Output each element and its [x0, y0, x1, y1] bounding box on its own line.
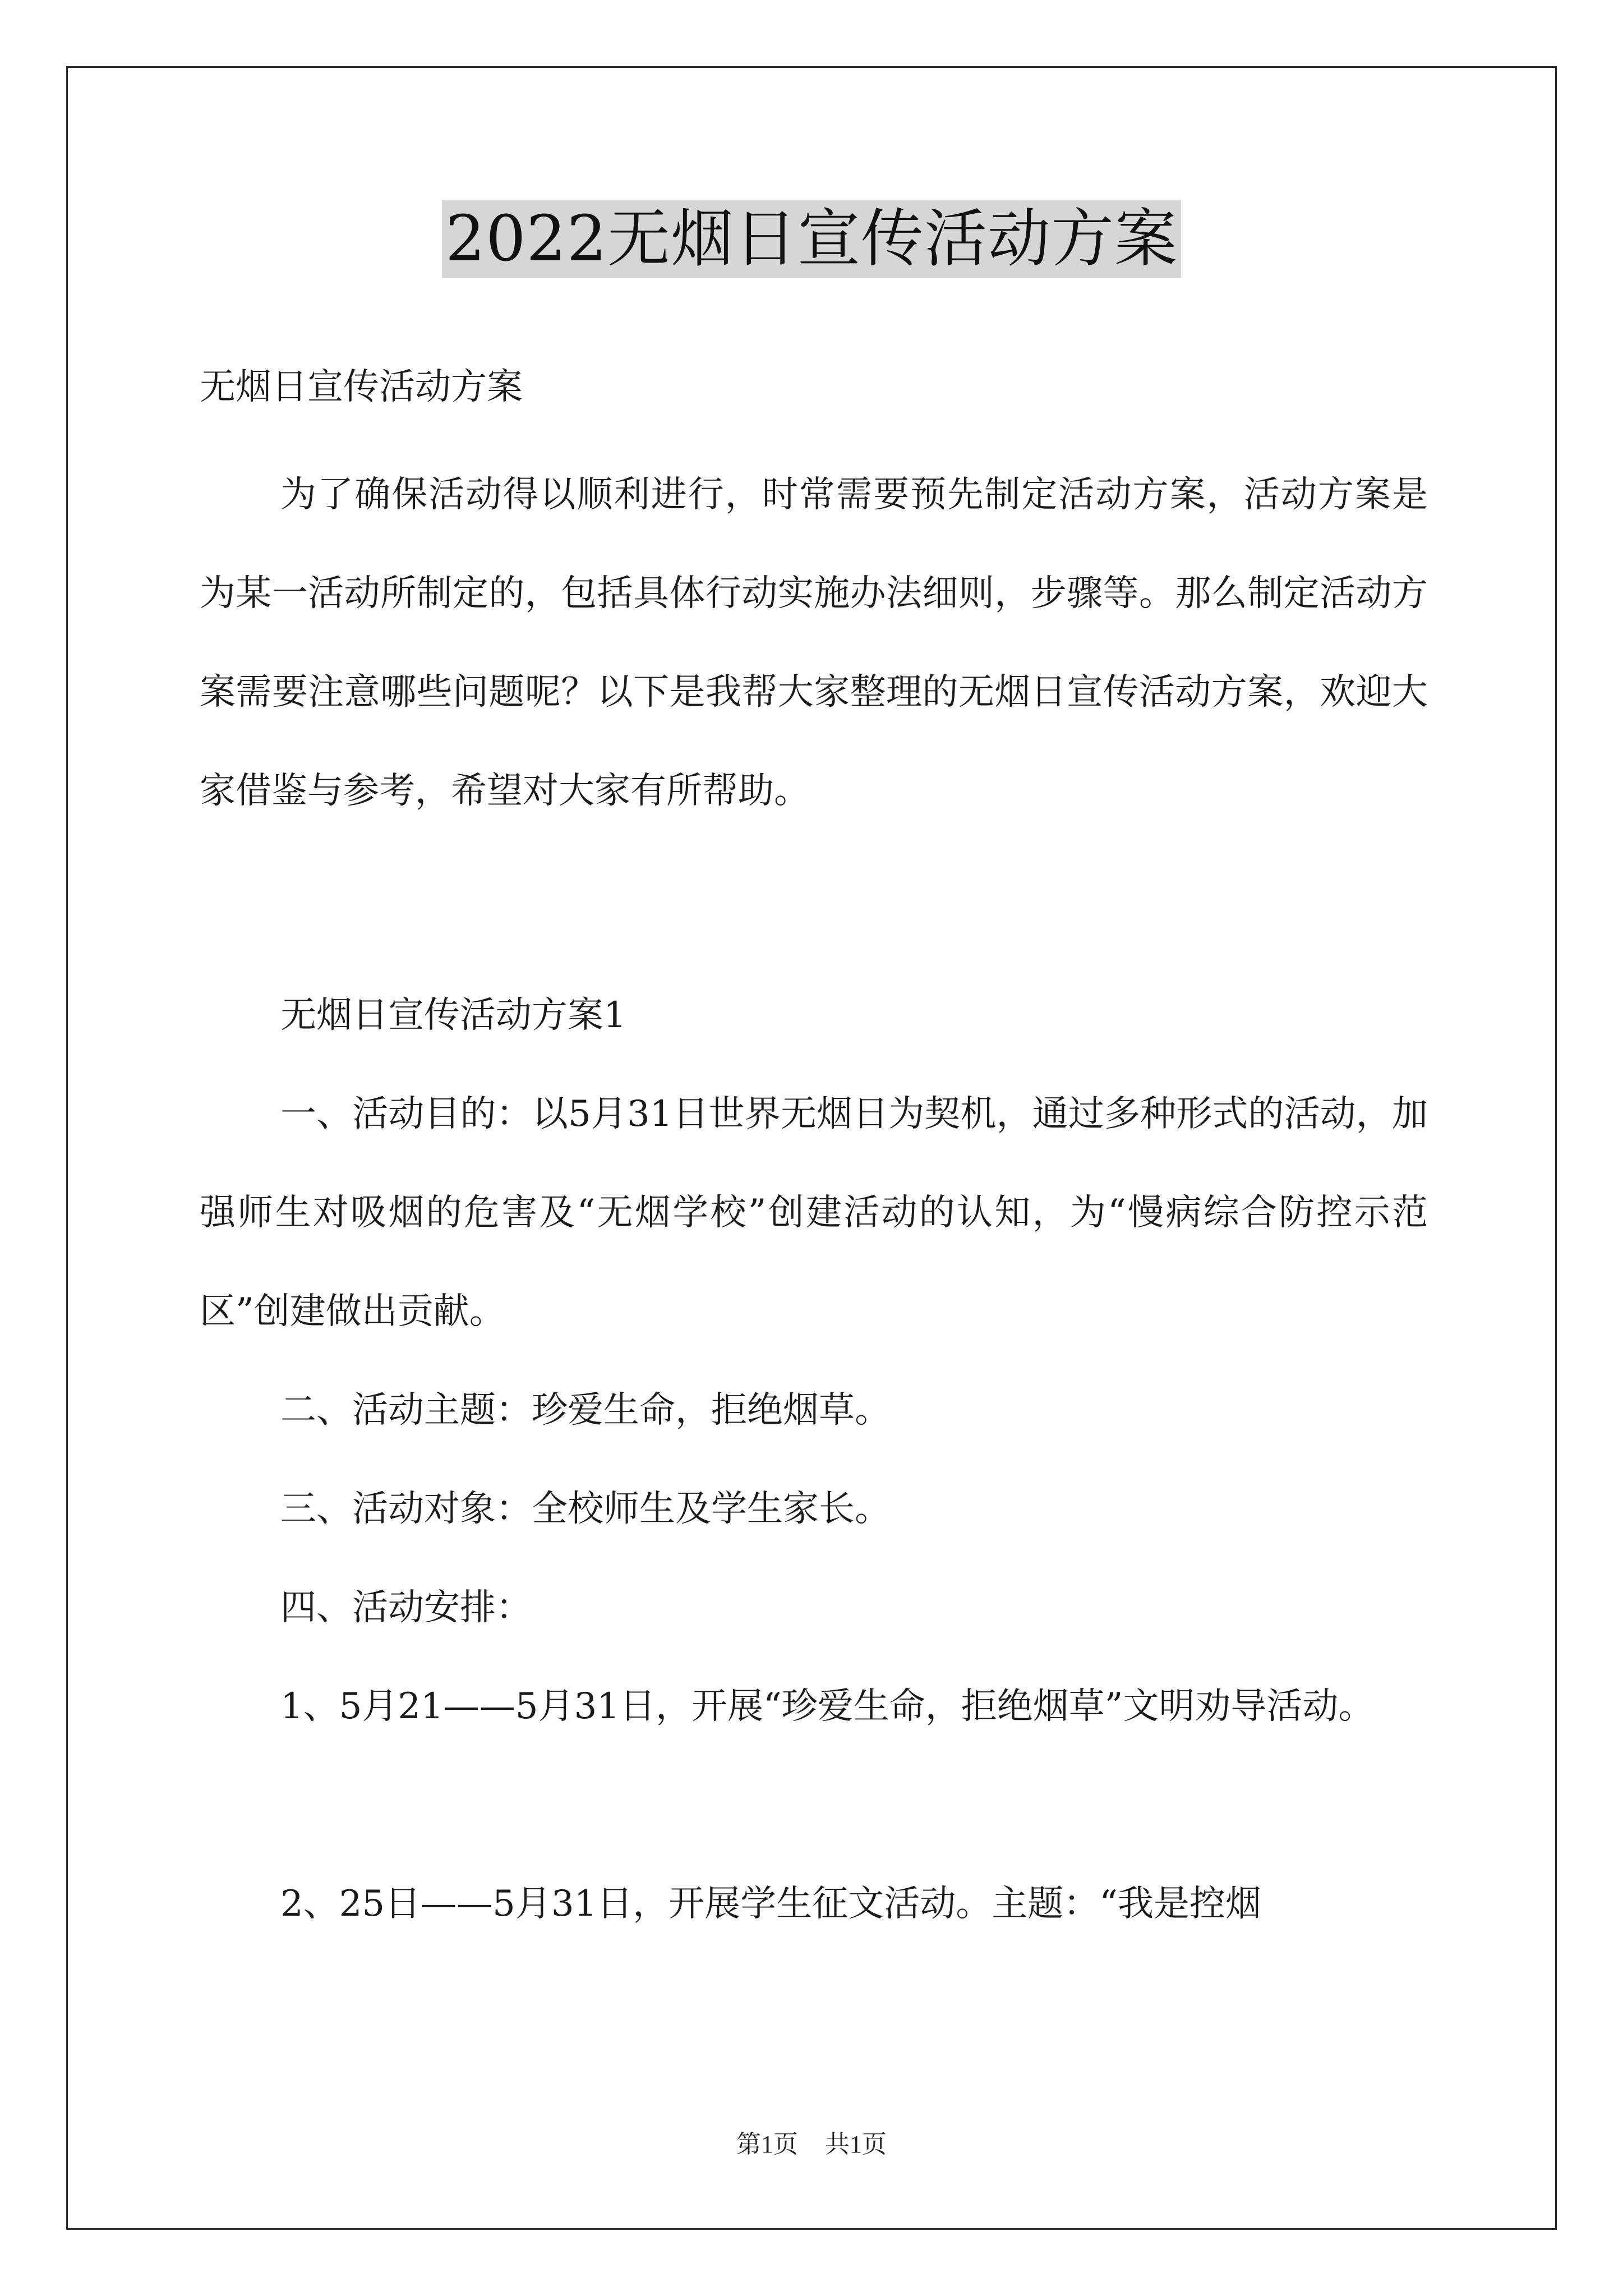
page-footer [0, 2129, 1623, 2160]
page-number: 第1页 [736, 2131, 798, 2158]
title-container [0, 200, 1623, 278]
section-heading: 无烟日宣传活动方案1 [280, 995, 626, 1036]
theme-paragraph: 二、活动主题：珍爱生命，拒绝烟草。 [280, 1389, 891, 1431]
intro-paragraph: 为了确保活动得以顺利进行，时常需要预先制定活动方案，活动方案是为某一活动所制定的，包括具体行动实施办法细则，步骤等。那么制定活动方案需要注意哪些问题呢？以下是我帮大家整理的无烟日宣传活动方案，欢迎大家借鉴与参考，希望对大家有所帮助。 [200, 474, 1428, 812]
document-title: 2022无烟日宣传活动方案 [442, 200, 1181, 278]
arrangement-item-2: 2、25日——5月31日，开展学生征文活动。主题：“我是控烟 [280, 1883, 1262, 1925]
arrangement-heading: 四、活动安排： [280, 1587, 532, 1628]
document-subtitle: 无烟日宣传活动方案 [200, 366, 523, 408]
audience-paragraph: 三、活动对象：全校师生及学生家长。 [280, 1488, 891, 1530]
arrangement-item-1: 1、5月21——5月31日，开展“珍爱生命，拒绝烟草”文明劝导活动。 [280, 1686, 1375, 1727]
purpose-paragraph: 一、活动目的：以5月31日世界无烟日为契机，通过多种形式的活动，加强师生对吸烟的危害及“无烟学校”创建活动的认知，为“慢病综合防控示范区”创建做出贡献。 [200, 1093, 1428, 1332]
page-total: 共1页 [825, 2131, 887, 2158]
